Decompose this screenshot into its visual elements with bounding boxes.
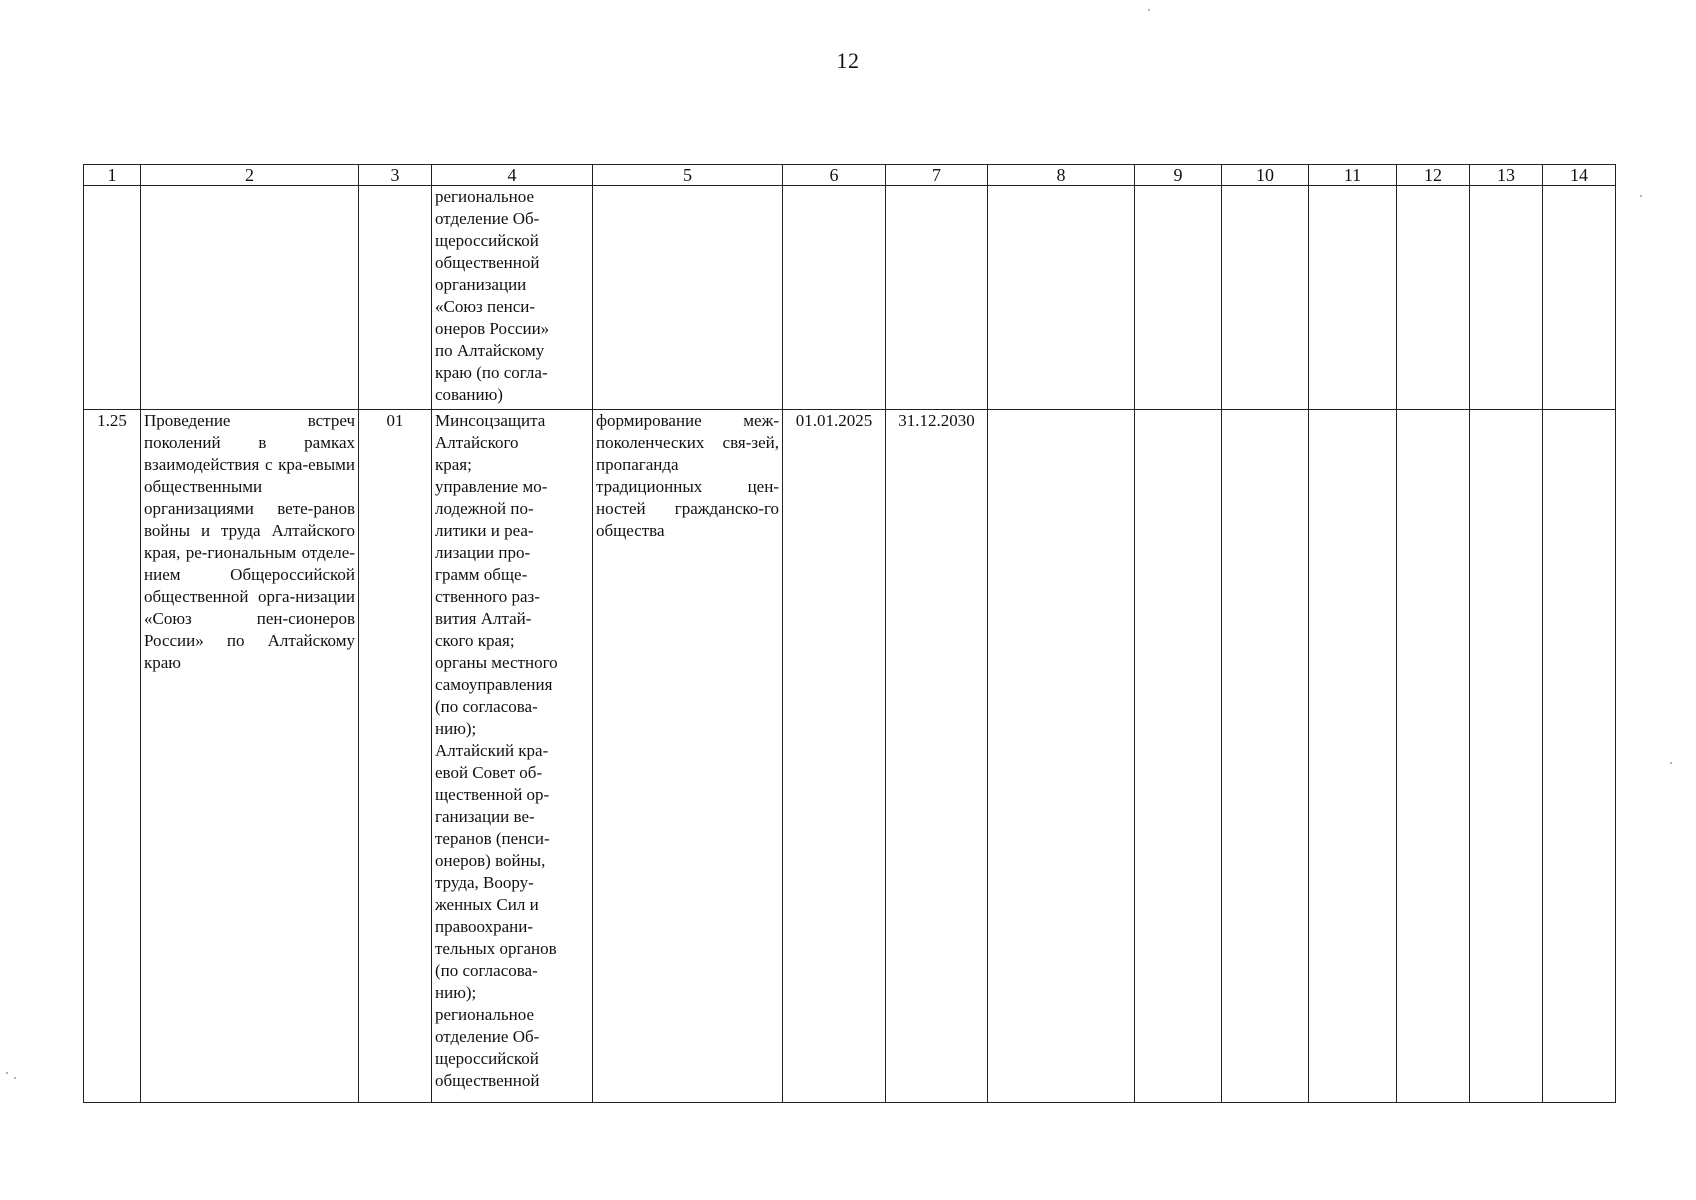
empty-cell [1309,186,1397,410]
plan-table [83,164,1616,1103]
col-header: 9 [1135,165,1222,186]
empty-cell [1543,186,1616,410]
result-cell: формирование меж-поколенческих свя-зей, пропаганда традиционных цен-ностей гражданско-го общества [593,410,783,1103]
table-row [84,186,1616,410]
col-header: 11 [1309,165,1397,186]
executors-cell: региональное отделение Об- щероссийской общественной организации «Союз пенси- онеров России» по Алтайскому краю (по согла- сованию) [432,186,593,410]
empty-cell [1222,186,1309,410]
result-cell [593,186,783,410]
scan-speck [14,1077,16,1079]
empty-cell [1222,410,1309,1103]
empty-cell [1470,410,1543,1103]
col-header: 12 [1397,165,1470,186]
item-number-cell [84,186,141,410]
col-header: 8 [988,165,1135,186]
end-date-cell: 31.12.2030 [886,410,988,1103]
code-cell [359,186,432,410]
scan-speck [1148,9,1150,11]
activity-cell: Проведение встреч поколений в рамках взаимодействия с кра-евыми общественными организациями вете-ранов войны и труда Алтайского края, ре-гиональным отделе-нием Общероссийской общественной орга-низации «Союз пен-сионеров России» по Алтайскому краю [141,410,359,1103]
empty-cell [1397,186,1470,410]
start-date-cell: 01.01.2025 [783,410,886,1103]
empty-cell [988,186,1135,410]
scan-speck [1640,195,1642,197]
col-header: 2 [141,165,359,186]
empty-cell [1135,410,1222,1103]
empty-cell [1135,186,1222,410]
code-cell: 01 [359,410,432,1103]
start-date-cell [783,186,886,410]
empty-cell [1470,186,1543,410]
header-row [84,165,1616,186]
col-header: 14 [1543,165,1616,186]
col-header: 3 [359,165,432,186]
page-number: 12 [836,48,860,73]
empty-cell [1397,410,1470,1103]
col-header: 6 [783,165,886,186]
empty-cell [1309,410,1397,1103]
col-header: 5 [593,165,783,186]
col-header: 1 [84,165,141,186]
scan-speck [1670,762,1672,764]
col-header: 4 [432,165,593,186]
empty-cell [1543,410,1616,1103]
activity-cell [141,186,359,410]
col-header: 13 [1470,165,1543,186]
empty-cell [988,410,1135,1103]
end-date-cell [886,186,988,410]
col-header: 7 [886,165,988,186]
col-header: 10 [1222,165,1309,186]
item-number-cell: 1.25 [84,410,141,1103]
table-row [84,410,1616,1103]
executors-cell: Минсоцзащита Алтайского края; управление мо- лодежной по- литики и реа- лизации про- грамм обще- ственного раз- вития Алтай- ского края; органы местного самоуправления (по согласова- нию); Алтайский кра- евой Совет об- щественной ор- ганизации ве- теранов (пенси- онеров) войны, труда, Воору- женных Сил и правоохрани- тельных органов (по согласова- нию); региональное отделение Об- щероссийской общественной [432,410,593,1103]
scan-speck [6,1072,8,1074]
